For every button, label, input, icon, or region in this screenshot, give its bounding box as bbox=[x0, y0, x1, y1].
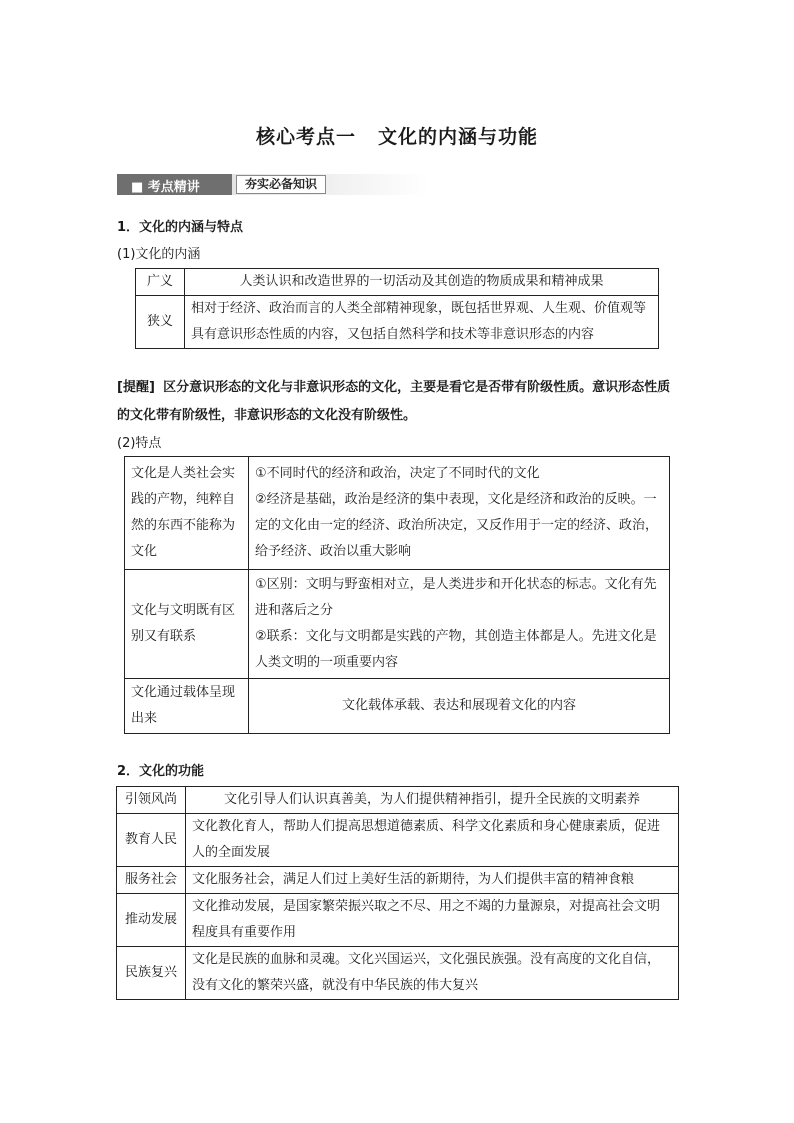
function-desc: 文化引导人们认识真善美，为人们提供精神指引，提升全民族的文明素养 bbox=[186, 787, 679, 814]
feature-term: 文化通过载体呈现出来 bbox=[125, 679, 249, 734]
table-row bbox=[117, 787, 679, 814]
note-tag: [提醒] bbox=[117, 380, 155, 395]
feature-point: ①区别：文明与野蛮相对立，是人类进步和开化状态的标志。文化有先进和落后之分 bbox=[255, 577, 657, 618]
function-term: 推动发展 bbox=[117, 894, 186, 947]
section-banner bbox=[117, 174, 429, 195]
table-row bbox=[117, 814, 679, 867]
table-row bbox=[117, 947, 679, 1000]
function-desc: 文化是民族的血脉和灵魂。文化兴国运兴，文化强民族强。没有高度的文化自信，没有文化的繁荣兴盛，就没有中华民族的伟大复兴 bbox=[186, 947, 679, 1000]
meaning-desc: 人类认识和改造世界的一切活动及其创造的物质成果和精神成果 bbox=[185, 269, 659, 296]
banner-box: 夯实必备知识 bbox=[236, 175, 326, 194]
meaning-table bbox=[135, 268, 659, 349]
table-row bbox=[125, 457, 670, 570]
function-desc: 文化服务社会，满足人们过上美好生活的新期待，为人们提供丰富的精神食粮 bbox=[186, 867, 679, 894]
function-term: 教育人民 bbox=[117, 814, 186, 867]
table-row bbox=[117, 867, 679, 894]
feature-point: ①不同时代的经济和政治，决定了不同时代的文化 bbox=[255, 466, 540, 481]
feature-point: ②经济是基础，政治是经济的集中表现，文化是经济和政治的反映。一定的文化由一定的经济、政治所决定，又反作用于一定的经济、政治，给予经济、政治以重大影响 bbox=[255, 492, 659, 559]
table-row bbox=[125, 570, 670, 679]
feature-term: 文化是人类社会实践的产物，纯粹自然的东西不能称为文化 bbox=[125, 457, 249, 570]
table-row bbox=[136, 296, 659, 349]
function-desc: 文化推动发展，是国家繁荣振兴取之不尽、用之不竭的力量源泉，对提高社会文明程度具有重要作用 bbox=[186, 894, 679, 947]
banner-label: ■ 考点精讲 bbox=[131, 180, 200, 195]
function-term: 引领风尚 bbox=[117, 787, 186, 814]
meaning-term: 狭义 bbox=[136, 296, 185, 349]
table-row bbox=[117, 894, 679, 947]
features-subheading: (2)特点 bbox=[117, 436, 162, 451]
function-desc: 文化教化育人，帮助人们提高思想道德素质、科学文化素质和身心健康素质，促进人的全面发展 bbox=[186, 814, 679, 867]
section1-heading: 1．文化的内涵与特点 bbox=[117, 220, 244, 235]
section2-heading: 2．文化的功能 bbox=[117, 764, 205, 779]
title-part2: 文化的内涵与功能 bbox=[378, 126, 539, 148]
function-term: 民族复兴 bbox=[117, 947, 186, 1000]
feature-point: ②联系：文化与文明都是实践的产物，其创造主体都是人。先进文化是人类文明的一项重要内容 bbox=[255, 629, 657, 670]
note-text: 区分意识形态的文化与非意识形态的文化，主要是看它是否带有阶级性质。意识形态性质的文化带有阶级性，非意识形态的文化没有阶级性。 bbox=[117, 380, 671, 423]
functions-table bbox=[116, 786, 679, 1000]
feature-point: 文化载体承载、表达和展现着文化的内容 bbox=[341, 698, 576, 713]
features-table bbox=[124, 456, 670, 734]
table-row bbox=[136, 269, 659, 296]
meaning-term: 广义 bbox=[136, 269, 185, 296]
function-term: 服务社会 bbox=[117, 867, 186, 894]
reminder-note bbox=[117, 374, 679, 430]
meaning-desc: 相对于经济、政治而言的人类全部精神现象，既包括世界观、人生观、价值观等具有意识形态性质的内容，又包括自然科学和技术等非意识形态的内容 bbox=[185, 296, 659, 349]
page-title bbox=[0, 122, 794, 149]
feature-term: 文化与文明既有区别又有联系 bbox=[125, 570, 249, 679]
table-row bbox=[125, 679, 670, 734]
meaning-subheading: (1)文化的内涵 bbox=[117, 247, 201, 262]
title-part1: 核心考点一 bbox=[255, 126, 356, 148]
